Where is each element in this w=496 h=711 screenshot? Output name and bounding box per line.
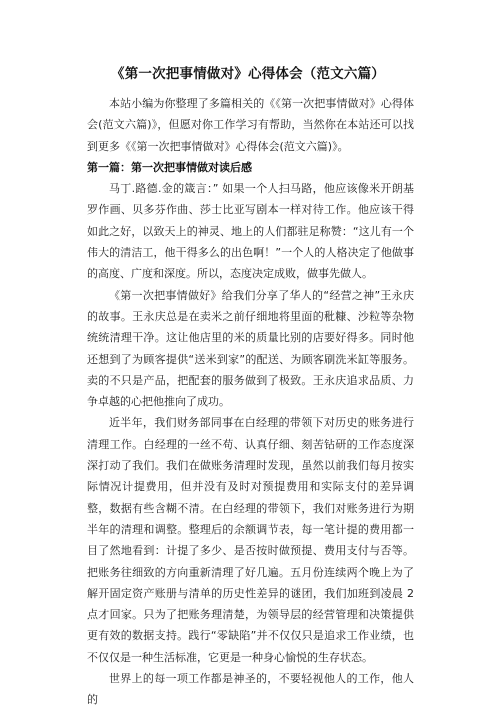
body-paragraph: 马丁.路德.金的箴言：” 如果一个人扫马路，他应该像米开朗基罗作画、贝多芬作曲、莎士比亚写剧本一样对待工作。他应该干得如此之好，以致天上的神灵、地上的人们都驻足称赞：“这儿有一个伟大的清洁工，他干得多么的出色啊！”一个人的人格决定了他做事的高度、广度和深度。所以，态度决定成败，做事先做人。 — [87, 182, 414, 281]
intro-paragraph: 本站小编为你整理了多篇相关的《《第一次把事情做对》心得体会(范文六篇)》，但愿对你工作学习有帮助，当然你在本站还可以找到更多《《第一次把事情做对》心得体会(范文六篇)》。 — [87, 97, 414, 153]
section-heading: 第一篇：第一次把事情做对读后感 — [87, 160, 252, 174]
document-title: 《第一次把事情做对》心得体会（范文六篇） — [111, 66, 385, 82]
body-paragraph: 《第一次把事情做好》给我们分享了华人的“经营之神”王永庆的故事。王永庆总是在卖米之前仔细地将里面的秕糠、沙粒等杂物统统清理干净。这让他店里的米的质量比别的店要好得多。同时他还想到了为顾客提供“送米到家”的配送、为顾客刷洗米缸等服务。卖的不只是产品，把配套的服务做到了极致。王永庆追求品质、力争卓越的心把他推向了成功。 — [87, 288, 414, 409]
body-paragraph: 世界上的每一项工作都是神圣的，不要轻视他人的工作，他人的 — [87, 672, 414, 707]
document-body — [87, 93, 414, 711]
body-paragraph: 近半年，我们财务部同事在白经理的带领下对历史的账务进行清理工作。白经理的一丝不苟、认真仔细、刻苦钻研的工作态度深深打动了我们。我们在做账务清理时发现，虽然以前我们每月按实际情况计提费用，但并没有及时对预提费用和实际支付的差异调整，数据有些含糊不清。在白经理的带领下，我们对账务进行为期半年的清理和调整。整理后的余额调节表，每一笔计提的费用都一目了然地看到：计提了多少、是否按时做预提、费用支付与否等。把账务往细致的方向重新清理了好几遍。五月份连续两个晚上为了解开固定资产账册与清单的历史性差异的谜团，我们加班到凌晨 2 点才回家。只为了把账务理清楚，为领导层的经营管理和决策提供更有效的数据支持。践行“零缺陷”并不仅仅只是追求工作业绩，也不仅仅是一种生活标准，它更是一种身心愉悦的生存状态。 — [87, 416, 414, 664]
